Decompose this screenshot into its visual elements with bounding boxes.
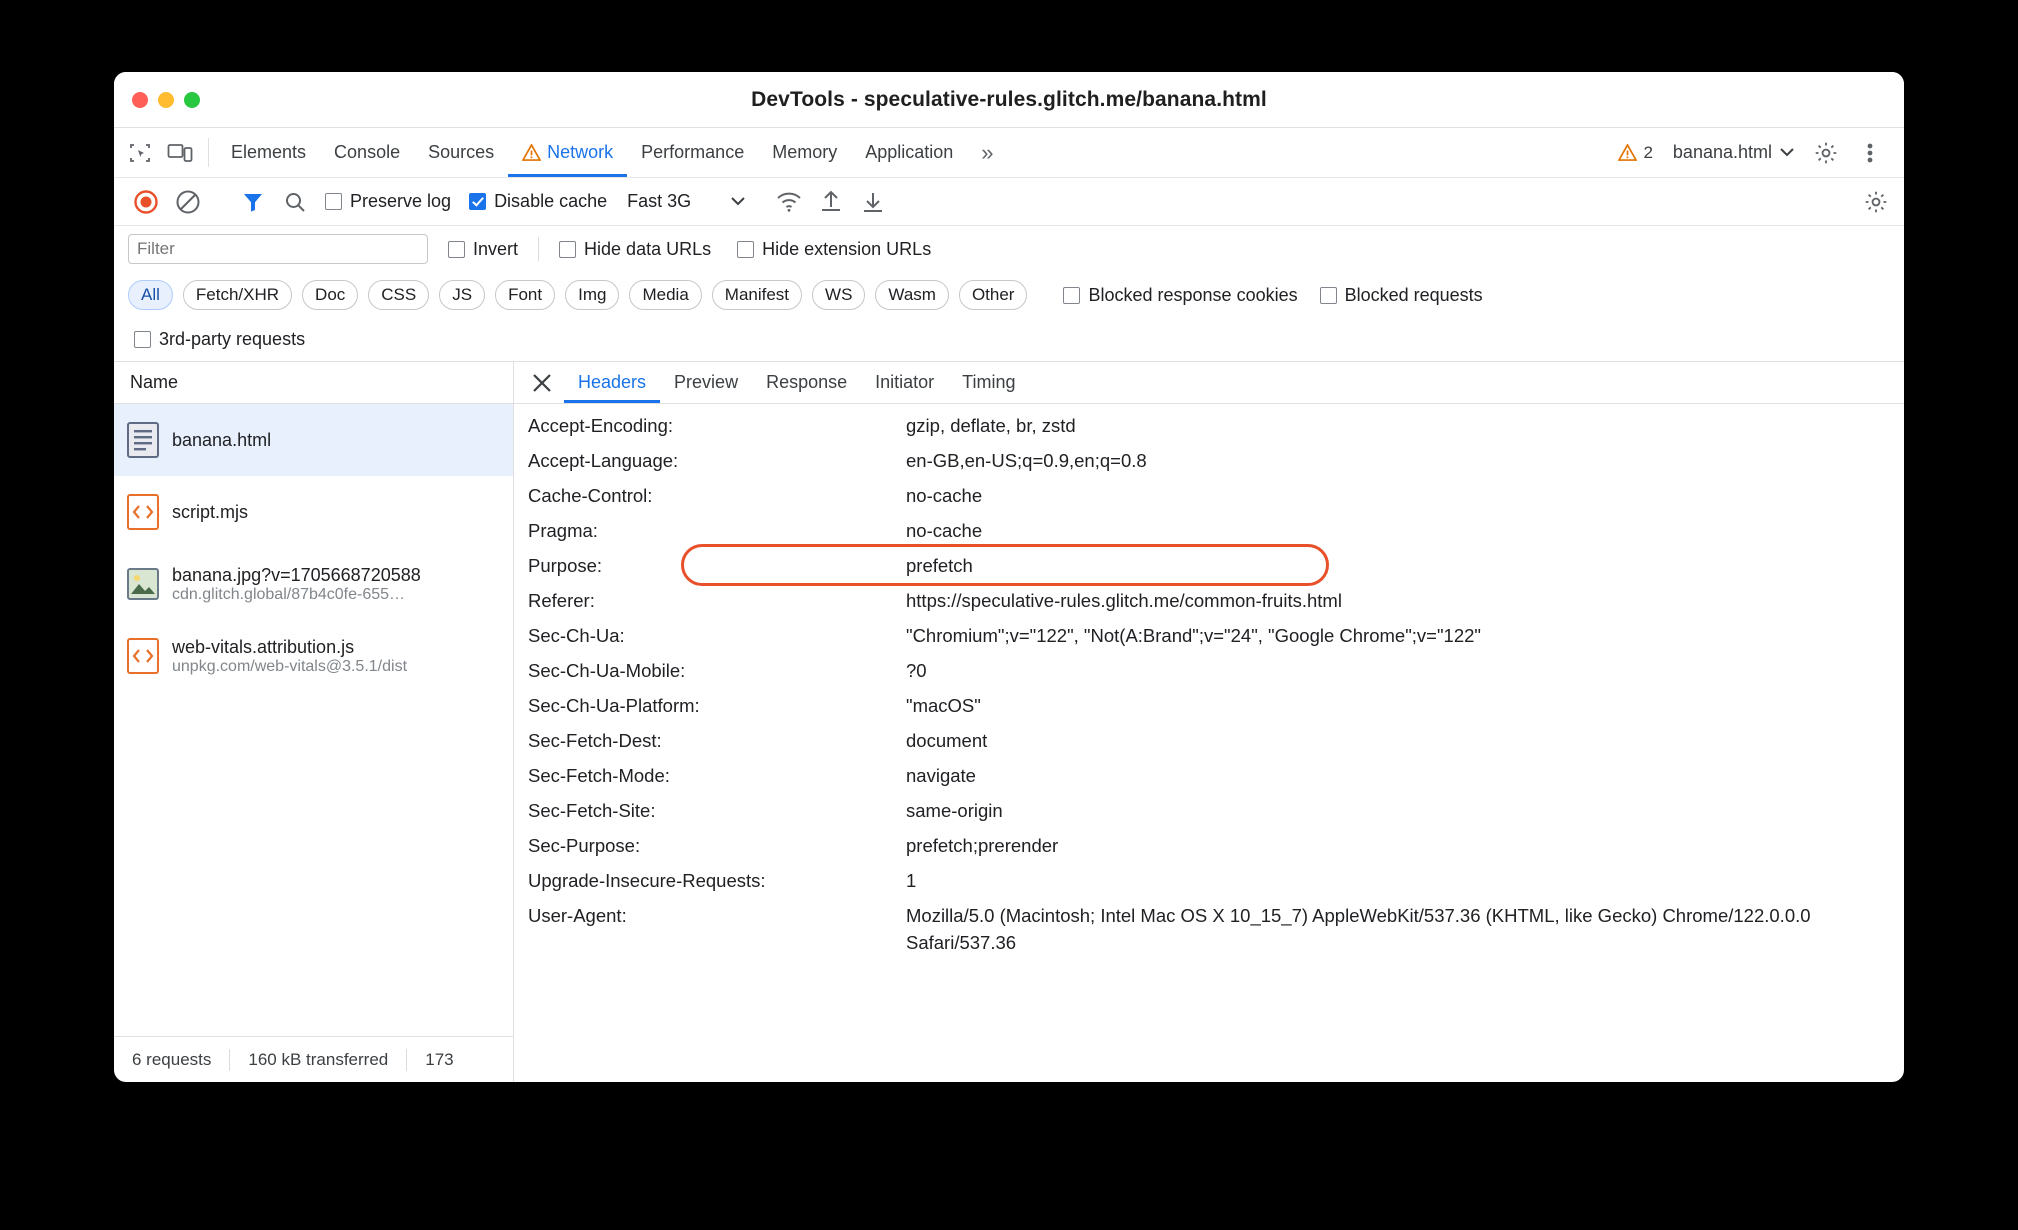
- header-name: Sec-Purpose:: [528, 835, 641, 856]
- header-value: gzip, deflate, br, zstd: [906, 415, 1076, 436]
- pill-label: Img: [578, 285, 607, 304]
- throttling-value: Fast 3G: [627, 191, 692, 211]
- header-name: User-Agent:: [528, 905, 627, 926]
- record-button-icon[interactable]: [128, 184, 164, 220]
- image-icon: [126, 565, 160, 603]
- header-row: [514, 443, 1904, 478]
- header-name: Cache-Control:: [528, 485, 653, 506]
- more-tabs-button[interactable]: [967, 128, 1007, 177]
- tab-label: Elements: [231, 142, 307, 162]
- header-name: Sec-Ch-Ua-Platform:: [528, 695, 700, 716]
- pill-label: JS: [452, 285, 473, 304]
- window-title: DevTools - speculative-rules.glitch.me/banana.html: [751, 87, 1267, 111]
- header-row: [514, 688, 1904, 723]
- checkbox-box: [134, 331, 151, 348]
- close-window-button[interactable]: [132, 92, 148, 108]
- third-party-row: [114, 318, 1904, 362]
- pill-label: WS: [825, 285, 853, 304]
- pill-label: Manifest: [724, 285, 790, 304]
- tabstrip-right-controls: [1610, 128, 1894, 177]
- header-row: [514, 723, 1904, 758]
- tab-headers[interactable]: [564, 362, 660, 403]
- type-filter-font[interactable]: [495, 280, 555, 310]
- tab-performance[interactable]: [627, 128, 758, 177]
- header-value: prefetch;prerender: [906, 835, 1059, 856]
- tab-label: Sources: [428, 142, 495, 162]
- tab-response[interactable]: [752, 362, 861, 403]
- header-value: ?0: [906, 660, 927, 681]
- tab-label: Initiator: [875, 372, 935, 392]
- status-transferred: 160 kB transferred: [248, 1049, 389, 1069]
- header-row: [514, 618, 1904, 653]
- import-har-icon[interactable]: [813, 184, 849, 220]
- hide-extension-urls-checkbox[interactable]: [731, 239, 937, 260]
- type-filter-all[interactable]: [128, 280, 173, 310]
- device-toolbar-icon[interactable]: [160, 128, 200, 177]
- list-item-text: [172, 637, 407, 676]
- header-name: Sec-Ch-Ua-Mobile:: [528, 660, 686, 681]
- pill-label: Wasm: [888, 285, 936, 304]
- chevron-down-icon: [1780, 148, 1794, 157]
- header-row: [514, 793, 1904, 828]
- list-item[interactable]: [114, 620, 513, 692]
- list-item-name: web-vitals.attribution.js: [172, 636, 355, 657]
- tab-label: Application: [865, 142, 954, 162]
- filter-bar: [114, 226, 1904, 272]
- context-selector[interactable]: [1665, 142, 1802, 163]
- minimize-window-button[interactable]: [158, 92, 174, 108]
- list-item-sub: cdn.glitch.global/87b4c0fe-655…: [172, 585, 406, 603]
- tab-label: Preview: [674, 372, 739, 392]
- invert-checkbox[interactable]: [442, 239, 524, 260]
- window-controls: [132, 92, 200, 108]
- type-filter-css[interactable]: [368, 280, 429, 310]
- list-item[interactable]: [114, 548, 513, 620]
- list-item-name: banana.jpg?v=1705668720588: [172, 564, 421, 585]
- tab-initiator[interactable]: [861, 362, 948, 403]
- header-value: "macOS": [906, 695, 981, 716]
- list-item-name: script.mjs: [172, 501, 248, 522]
- header-row: [514, 408, 1904, 443]
- status-requests: 6 requests: [132, 1049, 212, 1069]
- tab-label: Response: [766, 372, 848, 392]
- detail-tabstrip: [514, 362, 1904, 404]
- network-toolbar: [114, 178, 1904, 226]
- blocked-requests-label: Blocked requests: [1344, 284, 1483, 305]
- clear-button-icon[interactable]: [170, 184, 206, 220]
- pill-label: CSS: [381, 285, 417, 304]
- hide-data-urls-label: Hide data URLs: [584, 238, 712, 259]
- tab-label: Network: [547, 142, 614, 162]
- invert-label: Invert: [473, 238, 519, 259]
- type-filter-manifest[interactable]: [712, 280, 802, 310]
- third-party-requests-checkbox[interactable]: [128, 329, 311, 350]
- header-value: document: [906, 730, 988, 751]
- header-value: no-cache: [906, 485, 983, 506]
- header-value: 1: [906, 870, 917, 891]
- header-row: [514, 758, 1904, 793]
- header-name: Accept-Encoding:: [528, 415, 674, 436]
- header-value: en-GB,en-US;q=0.9,en;q=0.8: [906, 450, 1147, 471]
- maximize-window-button[interactable]: [184, 92, 200, 108]
- tab-network[interactable]: [508, 128, 627, 177]
- network-settings-gear-icon[interactable]: [1858, 184, 1894, 220]
- pill-label: Media: [642, 285, 689, 304]
- header-row: [514, 653, 1904, 688]
- search-icon[interactable]: [277, 184, 313, 220]
- header-name: Accept-Language:: [528, 450, 679, 471]
- hide-data-urls-checkbox[interactable]: [553, 239, 717, 260]
- list-item-text: [172, 430, 271, 451]
- request-list-header: [114, 362, 513, 404]
- filter-input[interactable]: [128, 234, 428, 264]
- header-row: [514, 478, 1904, 513]
- type-filter-doc[interactable]: [302, 280, 358, 310]
- issues-counter[interactable]: [1610, 143, 1660, 163]
- tab-elements[interactable]: [217, 128, 320, 177]
- tab-memory[interactable]: [758, 128, 851, 177]
- tab-application[interactable]: [851, 128, 967, 177]
- title-bar: [114, 72, 1904, 128]
- header-row-sec-purpose: [514, 828, 1904, 863]
- warning-triangle-icon: [522, 144, 541, 161]
- column-header-name: Name: [130, 372, 179, 392]
- chevron-down-icon: [731, 197, 745, 206]
- type-filter-media[interactable]: [629, 280, 701, 310]
- document-icon: [126, 421, 160, 459]
- third-party-requests-label: 3rd-party requests: [159, 329, 306, 349]
- tab-preview[interactable]: [660, 362, 752, 403]
- preserve-log-label: Preserve log: [350, 191, 452, 211]
- header-name: Sec-Ch-Ua:: [528, 625, 625, 646]
- type-filter-img[interactable]: [565, 280, 619, 310]
- header-value: no-cache: [906, 520, 983, 541]
- header-name: Purpose:: [528, 555, 603, 576]
- header-row: [514, 513, 1904, 548]
- tab-label: Performance: [641, 142, 745, 162]
- toolbar-divider: [208, 138, 209, 167]
- more-tabs-label: »: [981, 139, 994, 165]
- pill-label: Other: [971, 285, 1015, 304]
- checkbox-box: [469, 193, 486, 210]
- filter-divider: [538, 237, 539, 261]
- header-value: prefetch: [906, 555, 973, 576]
- checkbox-box: [448, 241, 465, 258]
- header-name: Pragma:: [528, 520, 598, 541]
- status-resources: 173: [425, 1049, 454, 1069]
- request-details-pane: [514, 362, 1904, 1082]
- headers-list[interactable]: [514, 404, 1904, 1082]
- devtools-tabstrip: [114, 128, 1904, 178]
- header-row: [514, 548, 1904, 583]
- throttling-dropdown[interactable]: [619, 191, 745, 212]
- tab-timing[interactable]: [948, 362, 1029, 403]
- header-value: navigate: [906, 765, 976, 786]
- header-value: https://speculative-rules.glitch.me/common-fruits.html: [906, 590, 1342, 611]
- header-name: Upgrade-Insecure-Requests:: [528, 870, 766, 891]
- checkbox-box: [1320, 287, 1337, 304]
- preserve-log-checkbox[interactable]: [319, 191, 457, 212]
- checkbox-box: [559, 241, 576, 258]
- script-icon: [126, 493, 160, 531]
- header-row: [514, 898, 1904, 960]
- issues-count-label: 2: [1643, 142, 1653, 162]
- settings-gear-icon[interactable]: [1806, 140, 1846, 166]
- list-item[interactable]: [114, 476, 513, 548]
- disable-cache-label: Disable cache: [494, 191, 608, 211]
- tab-label: Console: [334, 142, 401, 162]
- header-name: Referer:: [528, 590, 595, 611]
- type-filter-bar: [114, 272, 1904, 318]
- list-item-text: [172, 565, 421, 604]
- header-name: Sec-Fetch-Dest:: [528, 730, 662, 751]
- header-value: "Chromium";v="122", "Not(A:Brand";v="24", "Google Chrome";v="122": [906, 625, 1481, 646]
- header-row: [514, 583, 1904, 618]
- export-har-icon[interactable]: [855, 184, 891, 220]
- disable-cache-checkbox[interactable]: [463, 191, 613, 212]
- header-value: Mozilla/5.0 (Macintosh; Intel Mac OS X 10_15_7) AppleWebKit/537.36 (KHTML, like Gecko) Chrome/122.0.0.0 Safari/537.36: [906, 905, 1811, 953]
- more-options-icon[interactable]: [1850, 141, 1890, 165]
- pill-label: All: [141, 285, 160, 304]
- type-filter-other[interactable]: [959, 280, 1028, 310]
- hide-extension-urls-label: Hide extension URLs: [762, 238, 932, 259]
- request-list[interactable]: [114, 404, 513, 1036]
- pill-label: Fetch/XHR: [195, 285, 280, 304]
- header-name: Sec-Fetch-Mode:: [528, 765, 670, 786]
- tab-label: Headers: [578, 372, 647, 392]
- checkbox-box: [737, 241, 754, 258]
- type-filter-wasm[interactable]: [875, 280, 949, 310]
- tab-label: Memory: [772, 142, 838, 162]
- devtools-window: [114, 72, 1904, 1082]
- request-list-pane: [114, 362, 514, 1082]
- network-conditions-icon[interactable]: [771, 184, 807, 220]
- context-label: banana.html: [1672, 142, 1772, 162]
- list-item[interactable]: [114, 404, 513, 476]
- pill-label: Doc: [315, 285, 346, 304]
- checkbox-box: [325, 193, 342, 210]
- inspect-element-icon[interactable]: [120, 128, 160, 177]
- list-item-name: banana.html: [172, 429, 272, 450]
- list-item-text: [172, 502, 248, 523]
- blocked-requests-checkbox[interactable]: [1314, 285, 1489, 306]
- network-status-bar: [114, 1036, 513, 1082]
- tab-console[interactable]: [320, 128, 414, 177]
- checkbox-box: [1063, 287, 1080, 304]
- network-body: [114, 362, 1904, 1082]
- header-row: [514, 863, 1904, 898]
- filter-funnel-icon[interactable]: [235, 184, 271, 220]
- type-filter-js[interactable]: [439, 280, 485, 310]
- header-name: Sec-Fetch-Site:: [528, 800, 656, 821]
- pill-label: Font: [508, 285, 543, 304]
- type-filter-ws[interactable]: [812, 280, 865, 310]
- list-item-sub: unpkg.com/web-vitals@3.5.1/dist: [172, 657, 408, 675]
- tab-sources[interactable]: [414, 128, 508, 177]
- type-filter-fetch-xhr[interactable]: [183, 280, 292, 310]
- warning-triangle-icon: [1618, 144, 1637, 161]
- close-icon[interactable]: [520, 362, 564, 403]
- header-value: same-origin: [906, 800, 1003, 821]
- script-icon: [126, 637, 160, 675]
- blocked-response-cookies-label: Blocked response cookies: [1088, 284, 1298, 305]
- tab-label: Timing: [962, 372, 1016, 392]
- blocked-response-cookies-checkbox[interactable]: [1057, 285, 1303, 306]
